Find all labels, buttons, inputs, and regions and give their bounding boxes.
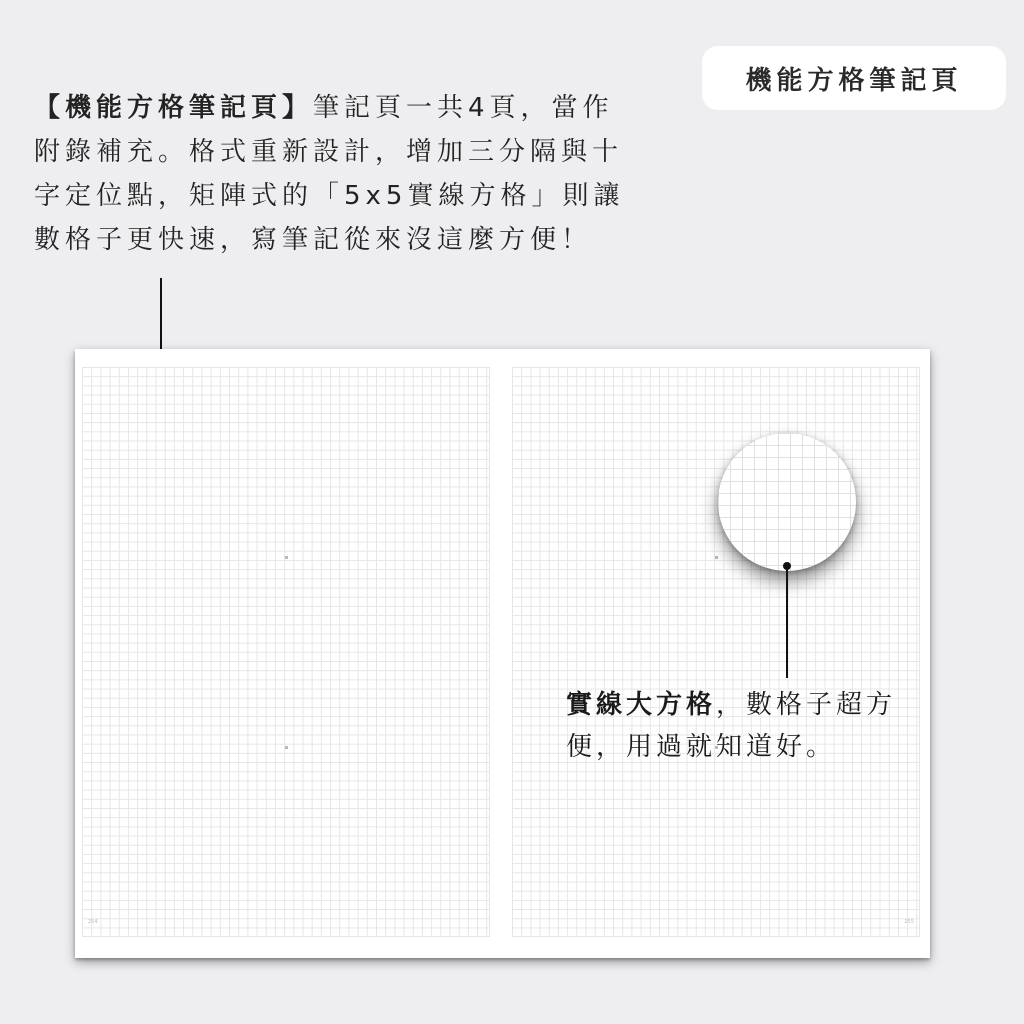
title-badge bbox=[702, 46, 1006, 110]
feature-description bbox=[34, 86, 674, 262]
callout-bold-lead: 實線大方格 bbox=[566, 690, 717, 720]
callout-line-1 bbox=[566, 684, 936, 726]
pointer-line-bottom bbox=[786, 566, 788, 678]
right-page-number: 255 bbox=[904, 919, 914, 925]
grid-paper-left bbox=[82, 367, 490, 937]
position-cross-mark bbox=[285, 556, 288, 559]
position-cross-mark bbox=[715, 556, 718, 559]
callout-line-1-rest: ，數格子超方 bbox=[716, 690, 897, 720]
description-line-4: 數格子更快速，寫筆記從來沒這麼方便！ bbox=[34, 225, 593, 255]
position-cross-mark bbox=[285, 746, 288, 749]
description-bold-lead: 【機能方格筆記頁】 bbox=[34, 93, 314, 123]
title-badge-label: 機能方格筆記頁 bbox=[745, 65, 963, 96]
left-page-number: 254 bbox=[88, 919, 98, 925]
description-line-1 bbox=[34, 86, 674, 130]
callout-line-2: 便，用過就知道好。 bbox=[566, 732, 837, 762]
left-page bbox=[82, 367, 490, 937]
right-page bbox=[512, 367, 920, 937]
magnifier-circle-icon bbox=[718, 433, 856, 571]
grid-callout bbox=[566, 684, 936, 768]
description-line-3: 字定位點，矩陣式的「5x5實線方格」則讓 bbox=[34, 181, 625, 211]
description-line-2: 附錄補充。格式重新設計，增加三分隔與十 bbox=[34, 137, 624, 167]
grid-paper-right bbox=[512, 367, 920, 937]
description-line-1-rest: 筆記頁一共4頁，當作 bbox=[313, 93, 614, 123]
